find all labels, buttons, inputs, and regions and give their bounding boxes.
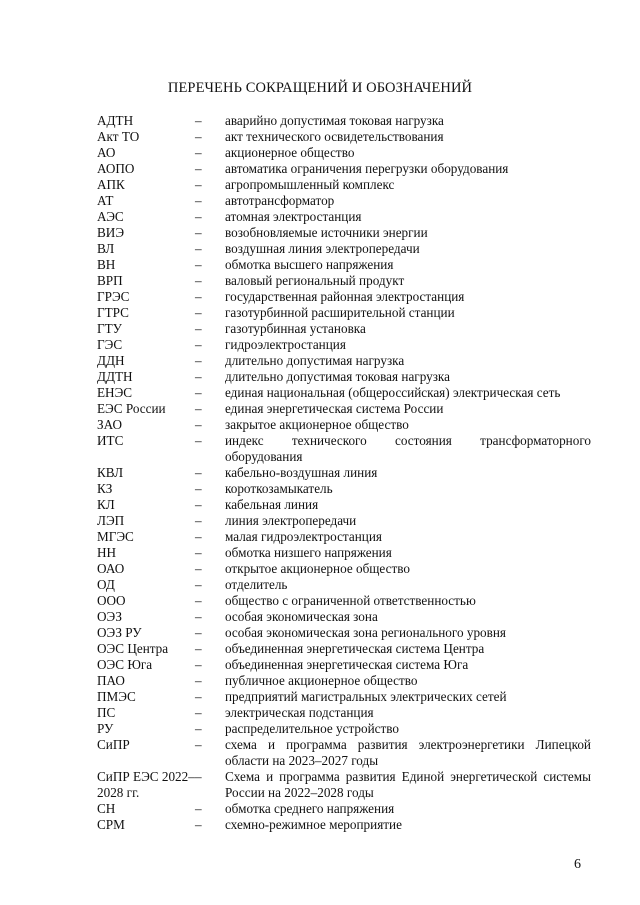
dash-separator: – (195, 177, 202, 192)
abbreviation-row (97, 705, 591, 721)
abbreviation-row (97, 337, 591, 353)
dash-separator: – (195, 385, 202, 400)
abbreviation-row (97, 529, 591, 545)
abbreviation-definition: особая экономическая зона (225, 609, 378, 624)
abbreviation-row (97, 641, 591, 657)
abbreviation-definition: кабельная линия (225, 497, 319, 512)
abbreviation-definition: длительно допустимая токовая нагрузка (225, 369, 450, 384)
abbreviation-definition: агропромышленный комплекс (225, 177, 395, 192)
abbreviation-row (97, 209, 591, 225)
abbreviation-term: ОАО (97, 561, 125, 576)
dash-separator: – (195, 305, 202, 320)
abbreviation-definition: электрическая подстанция (225, 705, 374, 720)
abbreviation-term: АО (97, 145, 116, 160)
dash-separator: – (195, 657, 202, 672)
abbreviation-row (97, 113, 591, 129)
abbreviation-definition: обмотка высшего напряжения (225, 257, 394, 272)
abbreviation-row (97, 433, 591, 465)
abbreviation-row (97, 145, 591, 161)
abbreviation-term: ВИЭ (97, 225, 125, 240)
abbreviation-term: АЭС (97, 209, 124, 224)
dash-separator: – (195, 513, 202, 528)
abbreviation-term: ЗАО (97, 417, 122, 432)
abbreviation-row (97, 721, 591, 737)
abbreviation-term: ВЛ (97, 241, 115, 256)
abbreviation-definition: возобновляемые источники энергии (225, 225, 428, 240)
abbreviation-row (97, 193, 591, 209)
abbreviation-term: ЕЭС России (97, 401, 166, 416)
dash-separator: – (195, 545, 202, 560)
abbreviation-row (97, 545, 591, 561)
dash-separator: – (195, 161, 202, 176)
abbreviation-term: АПК (97, 177, 125, 192)
abbreviation-row (97, 817, 591, 833)
dash-separator: – (195, 801, 202, 816)
abbreviation-row (97, 417, 591, 433)
abbreviation-definition: кабельно-воздушная линия (225, 465, 378, 480)
abbreviation-definition: открытое акционерное общество (225, 561, 410, 576)
abbreviation-row (97, 513, 591, 529)
abbreviation-term: АТ (97, 193, 114, 208)
abbreviation-row (97, 289, 591, 305)
abbreviation-row (97, 401, 591, 417)
abbreviation-term: ВРП (97, 273, 123, 288)
abbreviation-row (97, 161, 591, 177)
abbreviation-term: ОЭС Юга (97, 657, 153, 672)
dash-separator: – (195, 321, 202, 336)
abbreviation-definition: валовый региональный продукт (225, 273, 405, 288)
abbreviation-row (97, 577, 591, 593)
abbreviation-row (97, 673, 591, 689)
abbreviation-list (97, 113, 591, 833)
abbreviation-term: СиПР (97, 737, 130, 752)
dash-separator: – (195, 369, 202, 384)
dash-separator: – (195, 241, 202, 256)
abbreviation-row (97, 385, 591, 401)
dash-separator: – (195, 113, 202, 128)
abbreviation-definition: газотурбинной расширительной станции (225, 305, 455, 320)
page-number: 6 (574, 857, 581, 872)
abbreviation-row (97, 769, 591, 801)
abbreviation-definition: воздушная линия электропередачи (225, 241, 420, 256)
dash-separator: – (195, 465, 202, 480)
abbreviation-term: СиПР ЕЭС 2022–2028 гг. (97, 769, 195, 800)
abbreviation-term: ЕНЭС (97, 385, 133, 400)
abbreviation-term: ОЭЗ РУ (97, 625, 142, 640)
dash-separator: – (195, 289, 202, 304)
abbreviation-term: КЛ (97, 497, 115, 512)
dash-separator: – (195, 337, 202, 352)
abbreviation-row (97, 225, 591, 241)
abbreviation-definition: предприятий магистральных электрических сетей (225, 689, 507, 704)
abbreviation-row (97, 801, 591, 817)
abbreviation-term: ГЭС (97, 337, 123, 352)
abbreviation-term: ОЭЗ (97, 609, 122, 624)
abbreviation-definition: автоматика ограничения перегрузки оборудования (225, 161, 509, 176)
dash-separator: – (195, 257, 202, 272)
dash-separator: – (195, 417, 202, 432)
dash-separator: – (195, 609, 202, 624)
dash-separator: – (195, 721, 202, 736)
dash-separator: – (195, 625, 202, 640)
abbreviation-definition: акт технического освидетельствования (225, 129, 444, 144)
abbreviation-term: РУ (97, 721, 114, 736)
dash-separator: – (195, 145, 202, 160)
dash-separator: – (195, 433, 202, 448)
dash-separator: – (195, 641, 202, 656)
dash-separator: – (195, 737, 202, 752)
abbreviation-row (97, 353, 591, 369)
dash-separator: – (195, 529, 202, 544)
abbreviation-definition: отделитель (225, 577, 288, 592)
abbreviation-term: Акт ТО (97, 129, 140, 144)
abbreviation-definition: государственная районная электростанция (225, 289, 465, 304)
abbreviation-term: ЛЭП (97, 513, 125, 528)
abbreviation-row (97, 593, 591, 609)
abbreviation-definition: аварийно допустимая токовая нагрузка (225, 113, 444, 128)
abbreviation-term: ИТС (97, 433, 124, 448)
abbreviation-row (97, 657, 591, 673)
dash-separator: – (195, 129, 202, 144)
dash-separator: – (195, 273, 202, 288)
abbreviation-definition: индекс технического состояния трансформаторного оборудования (225, 433, 591, 464)
abbreviation-definition: объединенная энергетическая система Юга (225, 657, 469, 672)
abbreviation-definition: распределительное устройство (225, 721, 399, 736)
abbreviation-term: ПС (97, 705, 116, 720)
abbreviation-row (97, 257, 591, 273)
abbreviation-row (97, 497, 591, 513)
abbreviation-row (97, 465, 591, 481)
dash-separator: – (195, 561, 202, 576)
abbreviation-row (97, 481, 591, 497)
dash-separator: – (195, 497, 202, 512)
abbreviation-definition: линия электропередачи (225, 513, 357, 528)
abbreviation-term: ДДТН (97, 369, 133, 384)
abbreviation-row (97, 321, 591, 337)
abbreviation-definition: короткозамыкатель (225, 481, 333, 496)
dash-separator: – (195, 705, 202, 720)
abbreviation-term: АДТН (97, 113, 134, 128)
abbreviation-definition: гидроэлектростанция (225, 337, 346, 352)
abbreviation-row (97, 689, 591, 705)
abbreviation-definition: атомная электростанция (225, 209, 362, 224)
dash-separator: – (195, 593, 202, 608)
abbreviation-definition: схема и программа развития электроэнергетики Липецкой области на 2023–2027 годы (225, 737, 591, 768)
dash-separator: – (195, 193, 202, 208)
abbreviation-row (97, 609, 591, 625)
page-title: ПЕРЕЧЕНЬ СОКРАЩЕНИЙ И ОБОЗНАЧЕНИЙ (167, 80, 473, 96)
abbreviation-definition: Схема и программа развития Единой энергетической системы России на 2022–2028 годы (225, 769, 591, 800)
abbreviation-definition: акционерное общество (225, 145, 355, 160)
abbreviation-term: СН (97, 801, 116, 816)
abbreviation-term: ПАО (97, 673, 125, 688)
dash-separator: – (195, 817, 202, 832)
abbreviation-definition: публичное акционерное общество (225, 673, 418, 688)
abbreviation-row (97, 369, 591, 385)
abbreviation-term: ОЭС Центра (97, 641, 169, 656)
abbreviation-definition: общество с ограниченной ответственностью (225, 593, 476, 608)
abbreviation-row (97, 129, 591, 145)
abbreviation-row (97, 177, 591, 193)
abbreviation-row (97, 241, 591, 257)
dash-separator: – (195, 353, 202, 368)
abbreviation-term: ПМЭС (97, 689, 136, 704)
abbreviation-term: ВН (97, 257, 116, 272)
dash-separator: – (195, 689, 202, 704)
abbreviation-row (97, 305, 591, 321)
abbreviation-definition: малая гидроэлектростанция (225, 529, 382, 544)
abbreviation-definition: единая энергетическая система России (225, 401, 444, 416)
dash-separator: – (195, 225, 202, 240)
abbreviation-term: НН (97, 545, 117, 560)
abbreviation-row (97, 561, 591, 577)
abbreviation-definition: особая экономическая зона регионального уровня (225, 625, 506, 640)
abbreviation-definition: автотрансформатор (225, 193, 335, 208)
abbreviation-term: ДДН (97, 353, 125, 368)
abbreviation-definition: единая национальная (общероссийская) электрическая сеть (225, 385, 561, 400)
dash-separator: – (195, 401, 202, 416)
abbreviation-term: ГТРС (97, 305, 129, 320)
abbreviation-term: КЗ (97, 481, 113, 496)
abbreviation-definition: объединенная энергетическая система Центра (225, 641, 485, 656)
abbreviation-term: КВЛ (97, 465, 124, 480)
abbreviation-term: АОПО (97, 161, 135, 176)
abbreviation-row (97, 737, 591, 769)
dash-separator: – (195, 673, 202, 688)
abbreviation-row (97, 625, 591, 641)
abbreviation-definition: длительно допустимая нагрузка (225, 353, 405, 368)
abbreviation-term: ГРЭС (97, 289, 130, 304)
abbreviation-term: МГЭС (97, 529, 134, 544)
dash-separator: – (195, 481, 202, 496)
abbreviation-term: ГТУ (97, 321, 123, 336)
abbreviation-term: СРМ (97, 817, 125, 832)
abbreviation-definition: схемно-режимное мероприятие (225, 817, 402, 832)
dash-separator: – (195, 577, 202, 592)
abbreviation-term: ОД (97, 577, 115, 592)
abbreviation-definition: обмотка среднего напряжения (225, 801, 395, 816)
abbreviation-term: ООО (97, 593, 126, 608)
dash-separator: – (195, 209, 202, 224)
abbreviation-definition: обмотка низшего напряжения (225, 545, 392, 560)
dash-separator: – (195, 769, 202, 784)
abbreviation-definition: закрытое акционерное общество (225, 417, 409, 432)
abbreviation-row (97, 273, 591, 289)
abbreviation-definition: газотурбинная установка (225, 321, 366, 336)
